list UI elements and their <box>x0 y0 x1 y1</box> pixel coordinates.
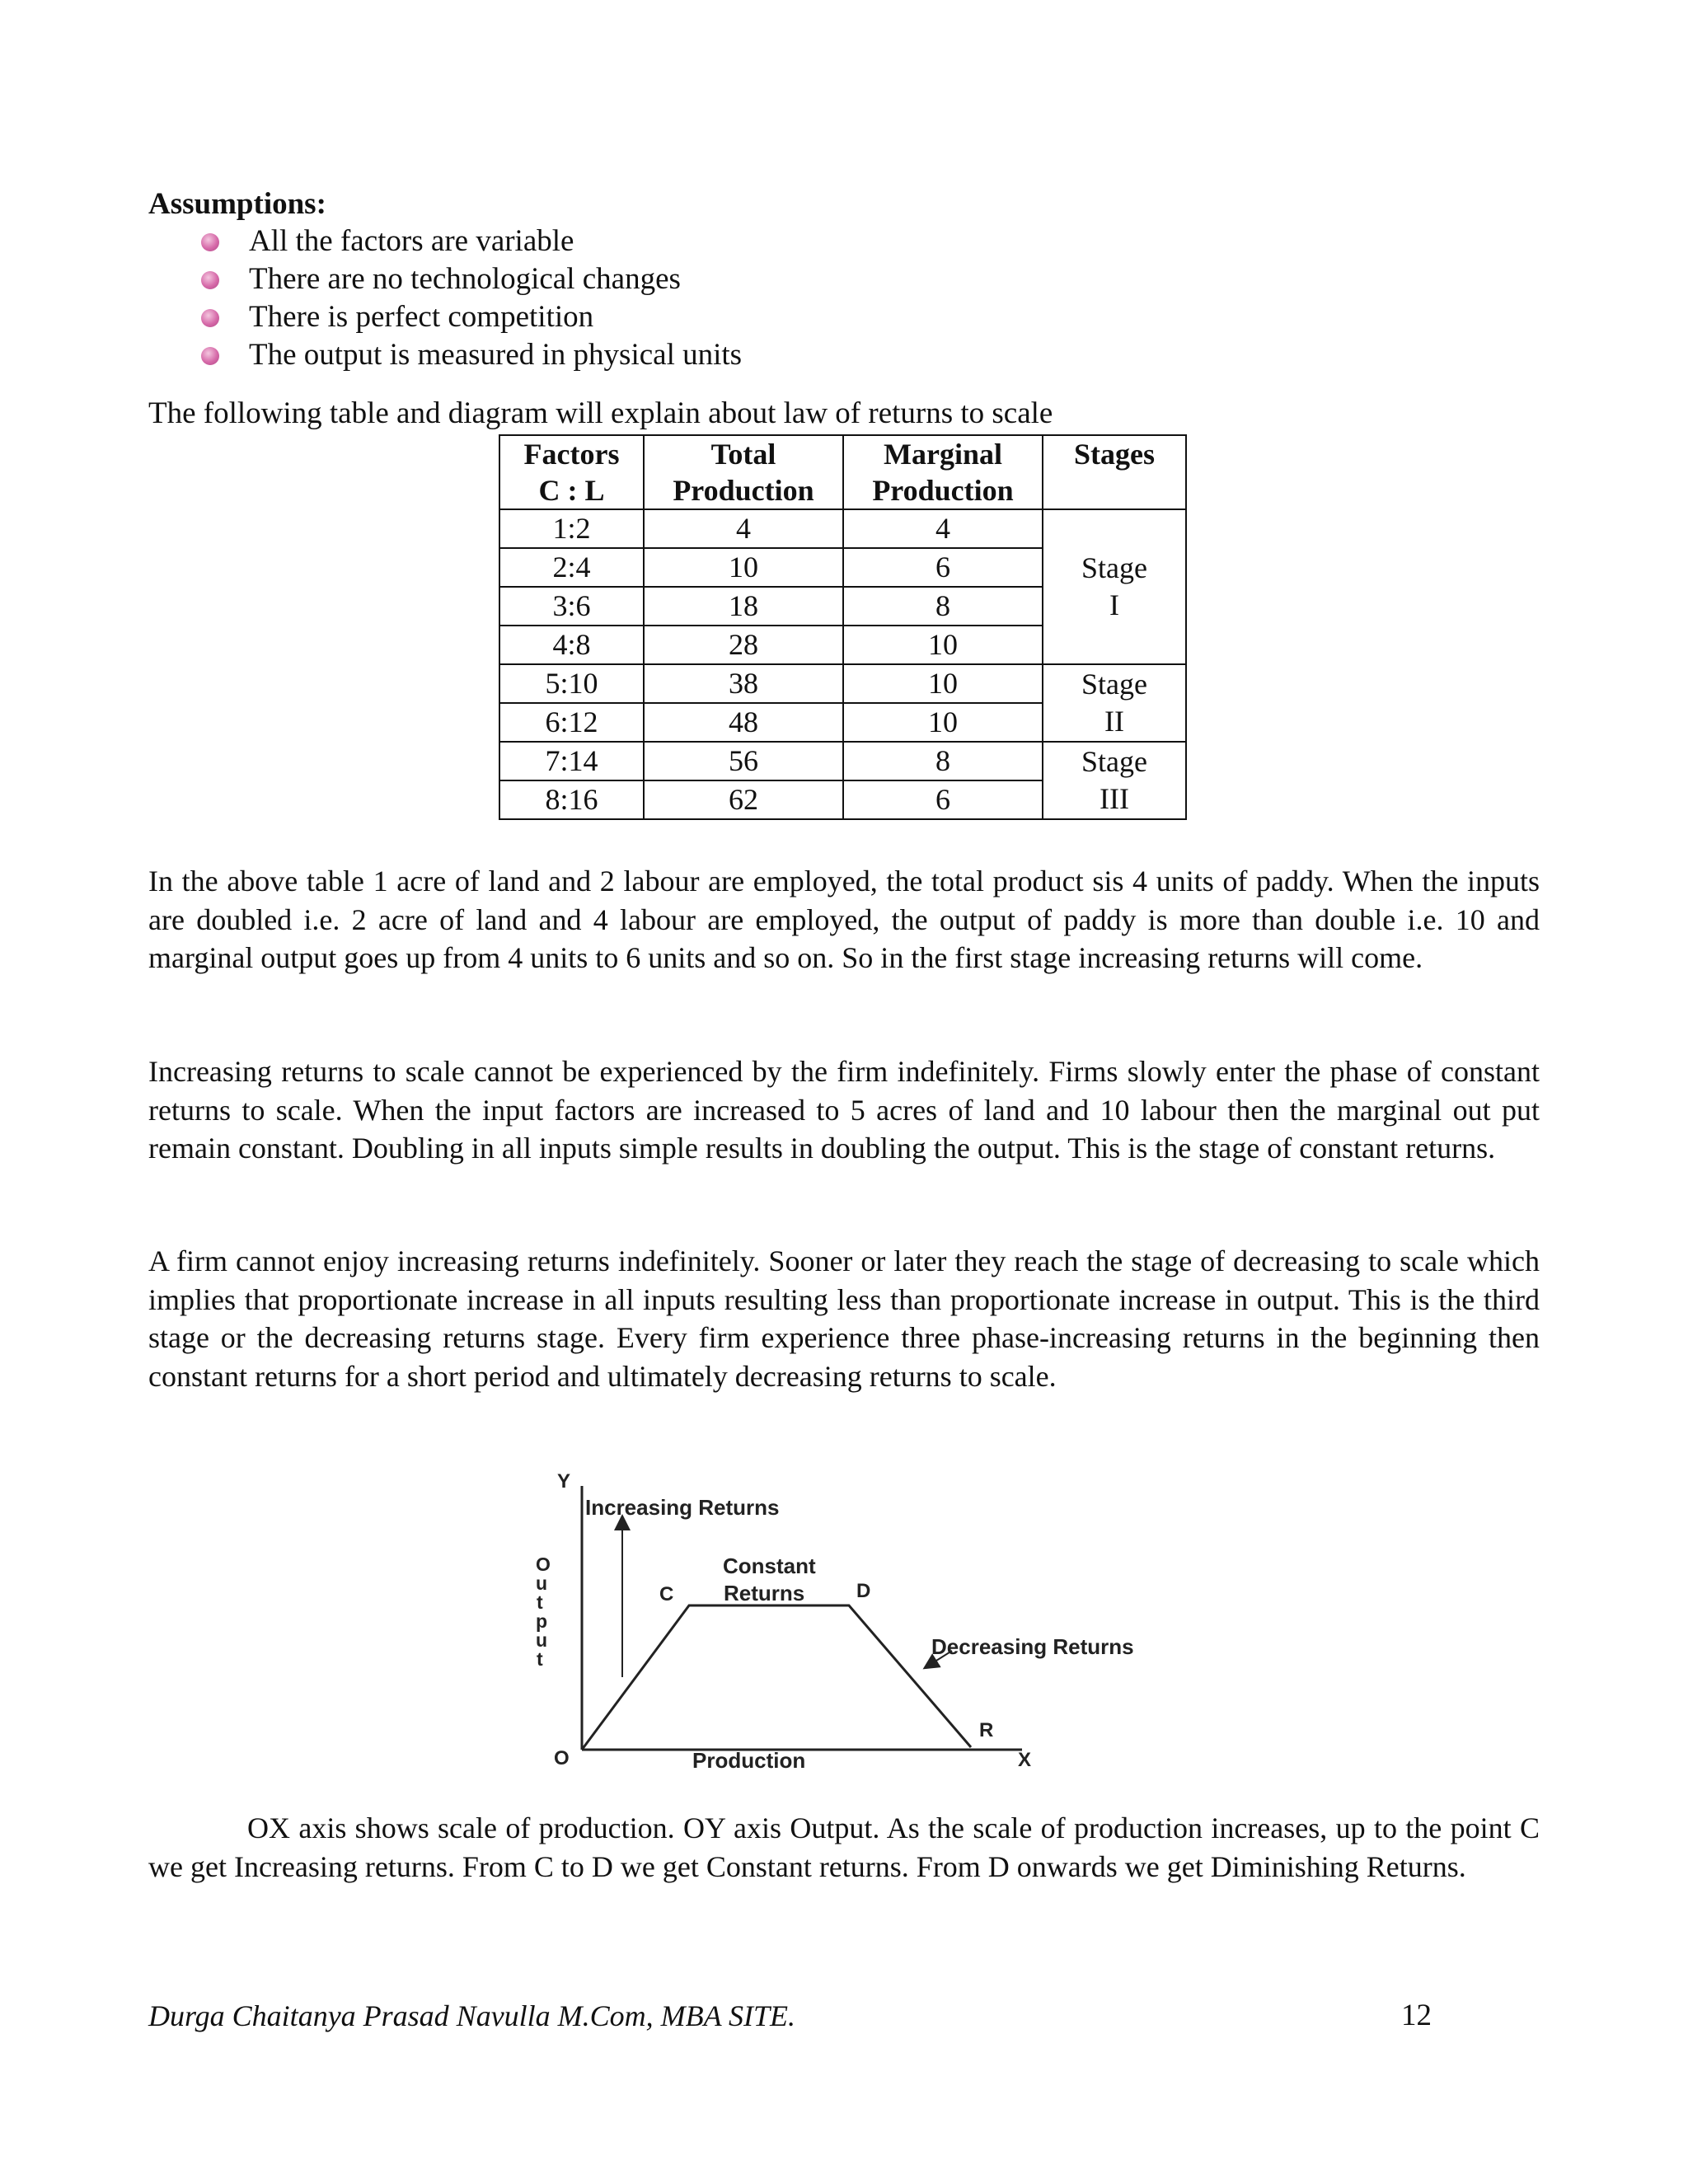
returns-table <box>499 434 1187 820</box>
marginal-cell: 8 <box>843 742 1043 780</box>
output-letter: u <box>536 1629 548 1651</box>
stage-cell: Stage I <box>1043 509 1186 664</box>
marginal-cell: 6 <box>843 548 1043 587</box>
constant-returns-label: Constant <box>723 1554 816 1578</box>
header-factors: Factors C : L <box>499 435 644 509</box>
list-item-text: There is perfect competition <box>249 300 594 334</box>
output-letter: p <box>536 1610 548 1632</box>
list-item <box>198 298 742 336</box>
table-row <box>499 664 1186 703</box>
assumptions-list <box>198 223 742 374</box>
total-cell: 48 <box>644 703 843 742</box>
list-item <box>198 260 742 298</box>
x-axis-letter: X <box>1018 1749 1032 1771</box>
header-marginal-production: Marginal Production <box>843 435 1043 509</box>
marginal-cell: 10 <box>843 626 1043 664</box>
decreasing-returns-label: Decreasing Returns <box>931 1634 1134 1659</box>
total-cell: 18 <box>644 587 843 626</box>
page-number: 12 <box>1401 1999 1432 2032</box>
bullet-icon <box>201 233 219 251</box>
bullet-icon <box>201 271 219 289</box>
list-item <box>198 223 742 260</box>
list-item-text: All the factors are variable <box>249 224 574 258</box>
table-row <box>499 742 1186 780</box>
output-letter: u <box>536 1572 548 1594</box>
total-cell: 4 <box>644 509 843 548</box>
assumptions-heading: Assumptions: <box>148 187 326 221</box>
header-total-production: Total Production <box>644 435 843 509</box>
factor-cell: 2:4 <box>499 548 644 587</box>
output-letter: O <box>536 1554 551 1575</box>
factor-cell: 6:12 <box>499 703 644 742</box>
total-cell: 28 <box>644 626 843 664</box>
factor-cell: 1:2 <box>499 509 644 548</box>
stage-cell: Stage III <box>1043 742 1186 819</box>
marginal-cell: 8 <box>843 587 1043 626</box>
table-header-row <box>499 435 1186 509</box>
total-cell: 62 <box>644 780 843 819</box>
list-item <box>198 336 742 374</box>
table-row <box>499 509 1186 548</box>
output-letter: t <box>537 1648 543 1670</box>
paragraph-increasing: In the above table 1 acre of land and 2 labour are employed, the total product sis 4 units of paddy. When the inputs are doubled i.e. 2 acre of land and 4 labour are employed, the output of paddy is more than double i.e. 10 and marginal output goes up from 4 units to 6 units and so on. So in the first stage increasing returns will come. <box>148 865 1540 974</box>
marginal-cell: 6 <box>843 780 1043 819</box>
returns-to-scale-diagram <box>503 1463 1179 1793</box>
paragraph-decreasing: A firm cannot enjoy increasing returns indefinitely. Sooner or later they reach the stage of decreasing to scale which implies that proportionate increase in all inputs resulting less than proportionate increase in output. This is the third stage or the decreasing returns stage. Every firm experience three phase-increasing returns in the beginning then constant returns for a short period and ultimately decreasing returns to scale. <box>148 1244 1540 1393</box>
marginal-cell: 10 <box>843 664 1043 703</box>
paragraph-axis-explanation: OX axis shows scale of production. OY axis Output. As the scale of production increases, up to the point C we get Increasing returns. From C to D we get Constant returns. From D onwards we get Diminishing Returns. <box>148 1811 1540 1883</box>
constant-returns-label: Returns <box>724 1581 805 1605</box>
factor-cell: 4:8 <box>499 626 644 664</box>
footer-author: Durga Chaitanya Prasad Navulla M.Com, MBA SITE. <box>148 1999 795 2032</box>
paragraph-constant: Increasing returns to scale cannot be experienced by the firm indefinitely. Firms slowly enter the phase of constant returns to scale. When the input factors are increased to 5 acres of land and 10 labour then the marginal out put remain constant. Doubling in all inputs simple results in doubling the output. This is the stage of constant returns. <box>148 1055 1540 1165</box>
total-cell: 56 <box>644 742 843 780</box>
list-item-text: There are no technological changes <box>249 262 681 296</box>
y-axis-letter: Y <box>557 1470 571 1493</box>
marginal-cell: 4 <box>843 509 1043 548</box>
total-cell: 10 <box>644 548 843 587</box>
origin-label: O <box>554 1747 570 1769</box>
header-stages: Stages <box>1043 435 1186 509</box>
increasing-returns-label: Increasing Returns <box>585 1495 780 1520</box>
intro-text: The following table and diagram will explain about law of returns to scale <box>148 396 1053 430</box>
bullet-icon <box>201 309 219 327</box>
output-letter: t <box>537 1591 543 1613</box>
marginal-cell: 10 <box>843 703 1043 742</box>
production-axis-label: Production <box>692 1748 806 1773</box>
point-r-label: R <box>979 1719 994 1741</box>
point-c-label: C <box>659 1583 674 1605</box>
bullet-icon <box>201 347 219 365</box>
point-d-label: D <box>856 1580 871 1602</box>
factor-cell: 5:10 <box>499 664 644 703</box>
factor-cell: 3:6 <box>499 587 644 626</box>
stage-cell: Stage II <box>1043 664 1186 742</box>
returns-curve <box>582 1605 971 1750</box>
list-item-text: The output is measured in physical units <box>249 338 743 372</box>
factor-cell: 8:16 <box>499 780 644 819</box>
total-cell: 38 <box>644 664 843 703</box>
factor-cell: 7:14 <box>499 742 644 780</box>
